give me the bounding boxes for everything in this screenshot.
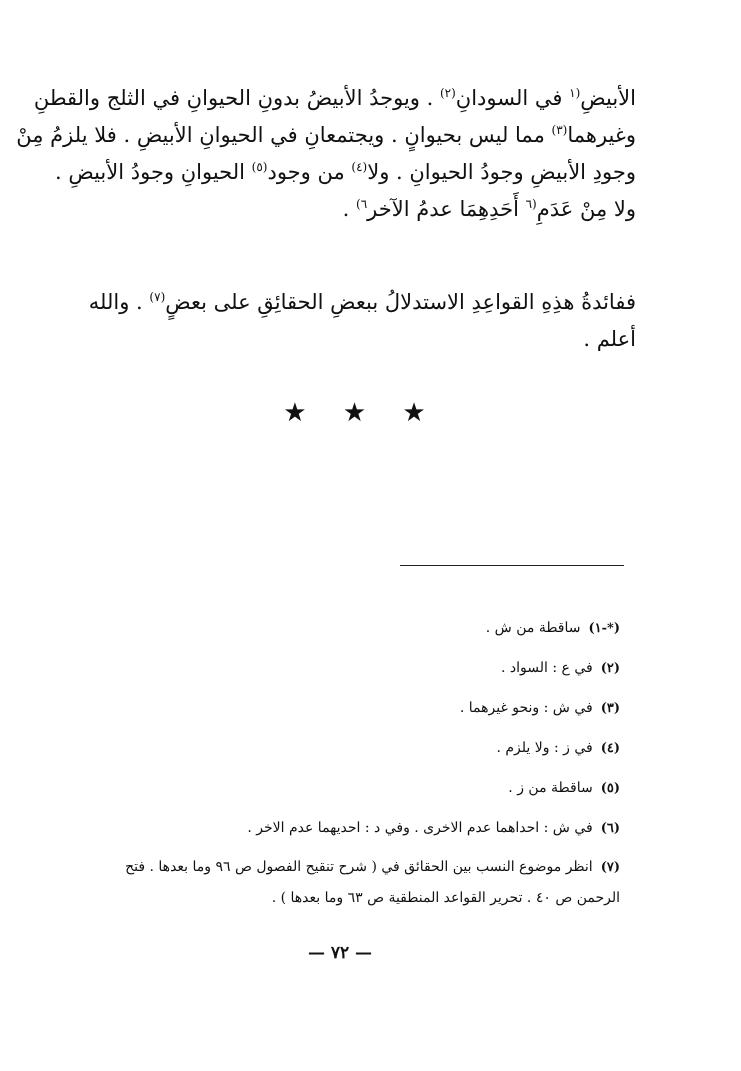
footnote-text: في ز : ولا يلزم . [496, 740, 593, 756]
footnote-marker: (٣) [551, 123, 568, 137]
footnote-number: (*-١) [588, 621, 620, 636]
footnote-text: ساقطة من ز . [508, 780, 593, 796]
footnotes-list [80, 618, 620, 932]
footnote-item [80, 738, 620, 759]
footnote-text: ساقطة من ش . [485, 620, 581, 636]
paragraph-conclusion [76, 284, 636, 358]
paragraph-body [16, 80, 636, 228]
footnote-number: (٥) [600, 781, 620, 796]
footnote-item [80, 778, 620, 799]
footnote-marker: (٢) [439, 86, 456, 100]
footnote-item [80, 618, 620, 639]
text-line: وجودِ الأبيضِ وجودُ الحيوانِ . ولا$^{(٤)}$ من وجود$^{(٥)}$ الحيوانِ وجودُ الأبيضِ . [55, 160, 636, 184]
text-line: الأبيضِ$^{(١}$ في السودانِ$^{(٢)}$ . ويوجدُ الأبيضُ بدونِ الحيوانِ في الثلج والقطنِ [33, 86, 636, 110]
text-line: وغيرهما$^{(٣)}$ مما ليس بحيوانٍ . ويجتمعانِ في الحيوانِ الأبيضِ . فلا يلزمُ مِنْ [16, 123, 636, 147]
text-line: أعلم . [583, 327, 636, 351]
footnote-number: (٤) [600, 741, 620, 756]
footnote-marker: (٥) [251, 160, 268, 174]
text-line: ولا مِنْ عَدَمِ$^{(٦}$ أَحَدِهِمَا عدمُ الآخر$^{٦)}$ . [342, 197, 636, 221]
footnote-text: انظر موضوع النسب بين الحقائق في ( شرح تنقيح الفصول ص ٩٦ وما بعدها . فتح الرحمن ص ٤٠ . تحرير القواعد المنطقية ص ٦٣ وما بعدها ) . [125, 859, 620, 906]
footnote-number: (٧) [600, 860, 620, 875]
footnote-item [80, 818, 620, 839]
footnote-marker: (٤) [351, 160, 368, 174]
footnote-marker: (٧) [149, 290, 166, 304]
footnote-item [80, 852, 620, 913]
footnote-marker: (٦ [525, 197, 537, 211]
footnote-marker: (١ [569, 86, 581, 100]
footnote-divider [400, 565, 624, 566]
footnote-text: في ع : السواد . [501, 660, 593, 676]
footnote-number: (٦) [600, 821, 620, 836]
footnote-number: (٢) [600, 661, 620, 676]
footnote-number: (٣) [600, 701, 620, 716]
footnote-text: في ش : ونحو غيرهما . [459, 700, 593, 716]
section-separator-stars: ★ ★ ★ [283, 398, 440, 428]
footnote-marker: ٦) [356, 197, 368, 211]
footnote-item [80, 658, 620, 679]
text-line: ففائدةُ هذِهِ القواعِدِ الاستدلالُ ببعضِ الحقائِقِ على بعضٍ$^{(٧)}$ . والله [88, 290, 636, 314]
footnote-item [80, 698, 620, 719]
footnote-text: في ش : احداهما عدم الاخرى . وفي د : احديهما عدم الاخر . [247, 820, 593, 836]
page-number: — ٧٢ — [307, 943, 373, 963]
